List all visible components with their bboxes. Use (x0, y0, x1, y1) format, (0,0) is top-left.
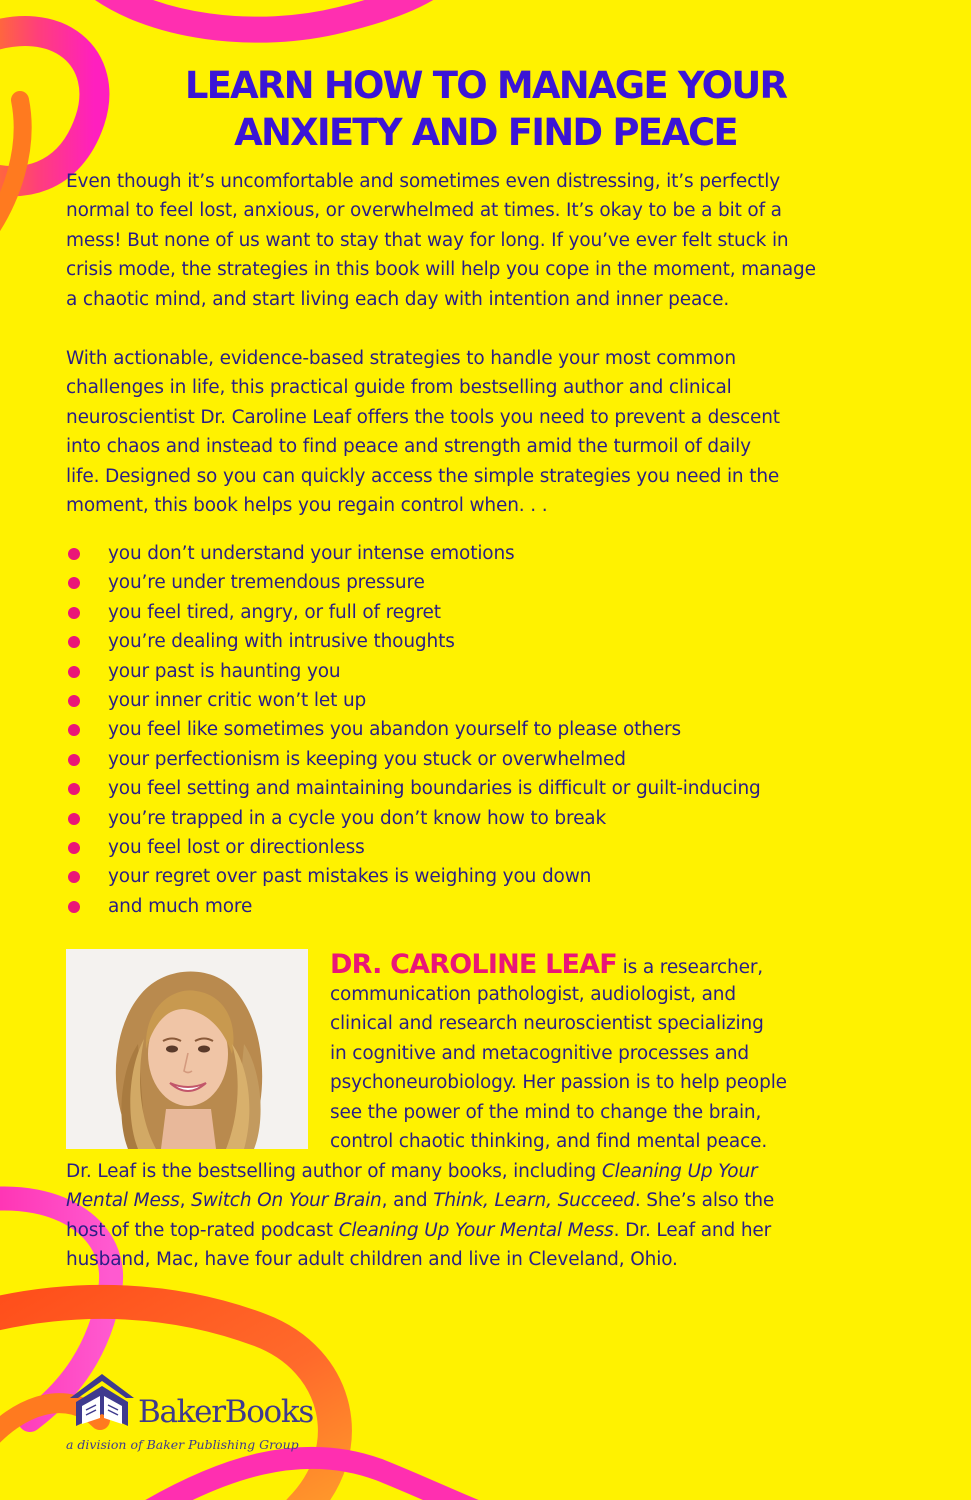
pink-dot-icon (68, 842, 80, 854)
description-line: With actionable, evidence-based strategies to handle your most common (66, 348, 736, 369)
bio-line: in cognitive and metacognitive processes and (330, 1043, 750, 1064)
author-portrait-illustration (66, 949, 308, 1149)
bio-text: Dr. Leaf is the bestselling author of many books, including (66, 1161, 602, 1182)
bio-line: communication pathologist, audiologist, and (330, 984, 736, 1005)
pink-dot-icon (68, 695, 80, 707)
description-line: into chaos and instead to find peace and strength amid the turmoil of daily (66, 436, 751, 458)
bullet-item (66, 627, 761, 656)
bio-line (66, 1186, 774, 1215)
bullet-text: you don’t understand your intense emotions (108, 543, 515, 564)
description-line: life. Designed so you can quickly access the simple strategies you need in the (66, 465, 780, 487)
book-title: Cleaning Up Your (601, 1161, 758, 1182)
bullet-text: you feel lost or directionless (108, 836, 365, 858)
headline-line-2: ANXIETY AND FIND PEACE (234, 111, 737, 154)
headline (60, 62, 911, 156)
bio-line (66, 1157, 758, 1186)
bullet-item (66, 657, 761, 686)
pink-dot-icon (68, 901, 80, 913)
pink-dot-icon (68, 813, 80, 825)
bio-text: . Dr. Leaf and her (613, 1220, 772, 1241)
bio-line: psychoneurobiology. Her passion is to help people (330, 1072, 787, 1093)
bullet-text: your perfectionism is keeping you stuck or overwhelmed (108, 748, 626, 770)
description-line: moment, this book helps you regain control when. . . (66, 495, 548, 517)
bio-line: husband, Mac, have four adult children and live in Cleveland, Ohio. (66, 1249, 678, 1270)
bio-line-1 (330, 950, 763, 982)
bullet-text: you’re under tremendous pressure (108, 572, 425, 594)
bullet-text: you’re trapped in a cycle you don’t know how to break (108, 807, 607, 829)
bullet-item (66, 804, 761, 833)
intro-paragraph (66, 167, 816, 314)
pink-dot-icon (68, 783, 80, 795)
bullet-item (66, 715, 761, 744)
bullet-item (66, 774, 761, 803)
bullet-text: you’re dealing with intrusive thoughts (108, 631, 455, 653)
pink-dot-icon (68, 607, 80, 619)
bullet-text: you feel like sometimes you abandon yourself to please others (108, 719, 682, 741)
bullet-item (66, 833, 761, 862)
headline-line-1: LEARN HOW TO MANAGE YOUR (184, 64, 787, 107)
bullet-item (66, 745, 761, 774)
intro-line: normal to feel lost, anxious, or overwhelmed at times. It’s okay to be a bit of a (66, 200, 782, 222)
publisher-logo (66, 1368, 386, 1458)
author-name: DR. CAROLINE LEAF (330, 949, 617, 980)
bio-line: see the power of the mind to change the brain, (330, 1102, 762, 1123)
bullet-text: your regret over past mistakes is weighing you down (108, 866, 592, 888)
pink-dot-icon (68, 548, 80, 560)
intro-line: mess! But none of us want to stay that way for long. If you’ve ever felt stuck in (66, 229, 789, 251)
intro-line: crisis mode, the strategies in this book will help you cope in the moment, manage (66, 259, 816, 281)
pink-dot-icon (68, 666, 80, 678)
pink-dot-icon (68, 636, 80, 648)
bullet-text: your inner critic won’t let up (108, 689, 367, 711)
bullet-item (66, 598, 761, 627)
bio-text: . She’s also the (634, 1190, 775, 1211)
intro-line: a chaotic mind, and start living each day with intention and inner peace. (66, 288, 730, 310)
publisher-tagline: a division of Baker Publishing Group (66, 1437, 299, 1452)
pink-dot-icon (68, 754, 80, 766)
bullet-text: your past is haunting you (108, 660, 341, 682)
pink-dot-icon (68, 724, 80, 736)
description-paragraph (66, 344, 780, 520)
description-line: neuroscientist Dr. Caroline Leaf offers the tools you need to prevent a descent (66, 406, 780, 428)
book-title: Mental Mess (66, 1190, 180, 1211)
publisher-name: BakerBooks (138, 1394, 314, 1430)
bullet-list (66, 539, 761, 921)
bio-text: , (179, 1190, 192, 1211)
bullet-text: you feel setting and maintaining boundaries is difficult or guilt-inducing (108, 778, 761, 800)
podcast-title: Cleaning Up Your Mental Mess (338, 1220, 614, 1241)
bullet-item (66, 539, 761, 568)
bio-line: clinical and research neuroscientist specializing (330, 1013, 764, 1034)
book-title: Think, Learn, Succeed (433, 1190, 635, 1211)
author-photo (66, 949, 308, 1149)
bullet-item (66, 568, 761, 597)
bullet-item (66, 686, 761, 715)
bio-text: host of the top-rated podcast (66, 1220, 339, 1241)
bullet-item (66, 892, 761, 921)
description-line: challenges in life, this practical guide from bestselling author and clinical (66, 377, 732, 399)
intro-line: Even though it’s uncomfortable and sometimes even distressing, it’s perfectly (66, 171, 780, 192)
bullet-text: and much more (108, 895, 253, 917)
book-title: Switch On Your Brain (191, 1190, 382, 1211)
bullet-text: you feel tired, angry, or full of regret (108, 601, 441, 623)
bullet-item (66, 862, 761, 891)
bio-name-tail: is a researcher, (616, 957, 764, 978)
bio-line (66, 1216, 771, 1245)
house-book-icon (66, 1368, 136, 1434)
pink-dot-icon (68, 577, 80, 589)
bio-line: control chaotic thinking, and find mental peace. (330, 1131, 768, 1152)
pink-dot-icon (68, 871, 80, 883)
bio-text: , and (381, 1190, 434, 1211)
